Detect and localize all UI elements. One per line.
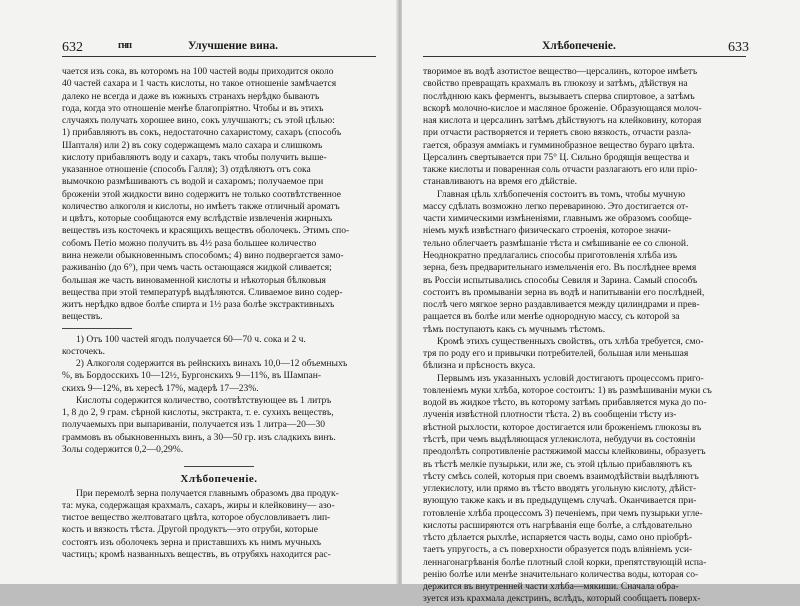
text-line: послѣднюю какъ ферментъ, вызываетъ сперва спиртовое, а затѣмъ	[423, 90, 695, 102]
text-line: леннагонагрѣванія болѣе плотный слой корки, препятствующій испа-	[423, 556, 707, 568]
text-line: массу сдѣлать возможно легко перевариною. Это достигается от-	[423, 200, 689, 212]
text-line: вина нежели обыкновеннымъ способомъ; 4) вино подвергается замо-	[62, 249, 344, 261]
text-line: кость и вязкость тѣста. Другой продуктъ—это отруби, которые	[62, 524, 318, 536]
text-line: граммовъ въ обыкновенныхъ винъ, а 30—50 гр. изъ сладкихъ винъ.	[62, 431, 336, 443]
text-line: Кислоты содержится количество, соотвѣтствующее въ 1 литръ	[76, 394, 332, 406]
text-line: веществъ изъ косточекъ и красящихъ веществъ оболочекъ. Этимъ спо-	[62, 225, 350, 237]
text-line: и цвѣтъ, которые сообщаются ему вслѣдствіе извлеченія жирныхъ	[62, 213, 333, 225]
right-paragraph-3	[423, 336, 746, 373]
text-line: тистое вещество желтоватаго цвѣта, которое обусловливаетъ лип-	[62, 512, 331, 524]
text-line: ренію болѣе или менѣе значительнаго количества воды, которая со-	[423, 568, 699, 580]
text-line: состоятъ изъ оболочекъ зерна и приставшихъ къ нимъ мучныхъ	[62, 536, 322, 548]
right-page	[402, 0, 800, 605]
text-line: вымочкою размѣшиваютъ съ водой и сахаромъ; получаемое при	[62, 176, 324, 188]
text-line: части химическими измѣненіями, главнымъ же образомъ сообще-	[423, 213, 692, 225]
text-line: 1) Отъ 100 частей ягодъ получается 60—70 ч. сока и 2 ч.	[76, 333, 306, 345]
text-line: состоитъ въ промываніи зерна въ водѣ и напитываніи его послѣдней,	[423, 286, 705, 298]
text-line: вующую также какъ и въ предыдущемъ случаѣ. Оканчивается при-	[423, 495, 697, 507]
section-divider	[184, 466, 254, 467]
text-line: При перемолѣ зерна получается главнымъ образомъ два продук-	[76, 487, 339, 499]
text-line: указанное отношеніе (способъ Галля); 3) отдѣляютъ отъ сока	[62, 164, 311, 176]
left-running-title: Улучшение вина.	[188, 40, 278, 52]
section-paragraph	[62, 488, 376, 562]
right-text-column	[423, 66, 746, 606]
text-line: вѣстной рыхлости, которое достигается или броженіемъ глюкозы въ	[423, 421, 702, 433]
text-line: тѣстѣ, при чемъ выдѣляющася углекислота, небудучи въ состояніи	[423, 433, 696, 445]
text-line: получаемыхъ при выпариваніи, получается изъ 1 литра—20—30	[62, 419, 325, 431]
text-line: въ Россіи испытывались способы Севиля и Зарина. Самый способъ	[423, 274, 698, 286]
text-line: %, въ Бордосскихъ 10—12½, Бургонскихъ 9—11%, въ Шампан-	[62, 370, 322, 382]
text-line: ніемъ мукѣ извѣстнаго физическаго строенія, которое значи-	[423, 225, 671, 237]
left-page-number: 632	[62, 40, 83, 55]
text-line: готовленіе хлѣба процессомъ 3) печенiемъ, при чемъ пузырьки угле-	[423, 507, 703, 519]
text-line: также кислоты и поваренная соль отчасти разлагаютъ его или прiо-	[423, 164, 698, 176]
footnotes	[62, 334, 376, 457]
text-line: при отчасти растворяется и теряетъ свою вязкость, отчасти разла-	[423, 127, 692, 139]
text-line: ная кислота и церсалинъ затѣмъ дѣйствуютъ на клейковину, которая	[423, 115, 702, 127]
section-title: Хлѣбопеченіе.	[180, 473, 258, 486]
right-paragraph-2	[423, 189, 746, 336]
left-header-rule	[62, 56, 376, 57]
text-line: тѣсту смѣсь солей, которыя при своемъ взаимодѣйствіи выдѣляютъ	[423, 470, 699, 482]
text-line: собомъ Петіо можно получить въ 4½ раза большее количество	[62, 237, 317, 249]
text-line: тря по роду его и привычки потребителей, большая или меньшая	[423, 348, 689, 360]
text-line: та: мука, содержащая крахмалъ, сахаръ, жиры и клейковину— азо-	[62, 499, 335, 511]
text-line: ращается въ болѣе или менѣе однородную массу, съ которой за	[423, 311, 680, 323]
text-line: Первымъ изъ указанныхъ условiй достигаютъ процессомъ приго-	[437, 372, 704, 384]
text-line: Золы содержится 0,2—0,29%.	[62, 443, 184, 455]
text-line: гается, образуя аммiакъ и гумминобразное вещество бураго цвѣта.	[423, 139, 695, 151]
text-line: лученія извѣстной плотности тѣста. 2) въ сообщенiи тѣсту из-	[423, 409, 677, 421]
text-line: кислоты расширяются отъ нагрѣванія еще болѣе, а слѣдовательно	[423, 519, 692, 531]
right-paragraph-1	[423, 66, 746, 189]
text-line: товленіемъ муки хлѣба, которое состоитъ: 1) въ размѣшиваніи муки съ	[423, 384, 712, 396]
text-line: вскорѣ молочно-кислое и масляное броженіе. Образующаяся молоч-	[423, 102, 702, 114]
right-running-title: Хлѣбопеченіе.	[542, 40, 616, 52]
text-line: держится въ внутренней части хлѣба—мякиши. Сначала обра-	[423, 581, 679, 593]
left-text-column	[62, 66, 376, 561]
text-line: косточекъ.	[62, 345, 105, 357]
text-line: зуется изъ крахмала декстринъ, вслѣдъ, который сообщаетъ поверх-	[423, 593, 701, 605]
text-line: бѣлизна и прѣсность вкуса.	[423, 360, 536, 372]
text-line: чается изъ сока, въ которомъ на 100 частей воды приходится около	[62, 66, 334, 77]
text-line: преодолѣть сопротивленіе растяжимой массы клейковины, образуетъ	[423, 446, 706, 458]
text-line: 1) прибавляютъ въ сокъ, недостаточно сахаристому, сахаръ (способъ	[62, 127, 342, 139]
text-line: случаяхъ получать хорошее вино, сокъ улучшаютъ; съ этой цѣлью:	[62, 115, 335, 127]
text-line: Неоднократно предлагались способы приготовленія хлѣба изъ	[423, 249, 678, 261]
text-line: зерна, безъ предварительнаго измельченія его. Въ послѣднее время	[423, 262, 697, 274]
text-line: углекислоту, или прямо въ тѣсто вводятъ угольную кислоту, дѣйст-	[423, 483, 697, 495]
text-line: свойство превращать крахмалъ въ глюкозу и затѣмъ, дѣйствуя на	[423, 78, 688, 90]
text-line: творимое въ водѣ азотистое вещество—церсалинъ, которое имѣетъ	[423, 66, 698, 77]
text-line: количество алкоголя и кислоты, но имѣетъ также отличный ароматъ	[62, 200, 340, 212]
text-line: тельно облегчаетъ размѣшаніе тѣста и смѣшиваніе ее со слюной.	[423, 237, 689, 249]
text-line: житъ нерѣдко вдвое болѣе спирта и 1½ раза болѣе экстрактивныхъ	[62, 299, 335, 311]
text-line: тѣсто дѣлается рыхлѣе, испаряется часть воды, само оно пріобрѣ-	[423, 532, 693, 544]
right-page-number: 633	[728, 40, 749, 55]
text-line: года, когда это отношеніе менѣе благопріятно. Чтобы и въ этихъ	[62, 102, 324, 114]
library-mark: гнп	[118, 40, 132, 51]
text-line: частицъ; кромѣ названныхъ веществъ, въ отрубяхъ находится рас-	[62, 548, 331, 560]
right-paragraph-4	[423, 373, 746, 606]
text-line: станавливаютъ на время его дѣйствiе.	[423, 176, 577, 188]
text-line: Церсалинъ свертывается при 75° Ц. Сильно бродящія вещества и	[423, 151, 690, 163]
text-line: далеко не всегда и даже въ южныхъ странахъ нерѣдко бываютъ	[62, 90, 320, 102]
text-line: веществъ.	[62, 311, 103, 323]
text-line: броженіи этой жидкости вино содержитъ не только соотвѣтственное	[62, 188, 341, 200]
text-line: раживанію (до 6°), при чемъ часть остающаяся жидкой сливается;	[62, 262, 332, 274]
text-line: таетъ упругость, а съ поверхности образуется подъ вліяніемъ уси-	[423, 544, 693, 556]
text-line: большая же часть виноваменной кислоты и нѣкоторыя бѣлковыя	[62, 274, 326, 286]
text-line: Главная цѣль хлѣбопеченія состоитъ въ томъ, чтобы мучную	[437, 188, 686, 200]
left-page	[0, 0, 398, 584]
left-body-paragraph	[62, 66, 376, 324]
text-line: 2) Алкоголя содержится въ рейнскихъ винахъ 10,0—12 объемныхъ	[76, 358, 348, 370]
text-line: 1, 8 до 2, 9 грам. сѣрной кислоты, экстракта, т. е. сухихъ веществъ,	[62, 407, 334, 419]
text-line: водой въ жидкое тѣсто, въ которому затѣмъ прибавляется мука до по-	[423, 397, 707, 409]
text-line: скихъ 9—12%, въ хересѣ 17%, мадерѣ 17—23%.	[62, 382, 259, 394]
text-line: Кромѣ этихъ существенныхъ свойствъ, отъ хлѣба требуется, смо-	[437, 335, 704, 347]
text-line: 40 частей сахара и 1 часть кислоты, но такое отношеніе замѣчается	[62, 78, 337, 90]
text-line: Шапталя) или 2) въ соку содержащемъ мало сахара и слишкомъ	[62, 139, 323, 151]
text-line: вещества при этой температурѣ выдѣляются. Сливаемое вино содер-	[62, 286, 343, 298]
text-line: послѣ чего мягкое зерно раздавливается между цилиндрами и прев-	[423, 299, 700, 311]
text-line: въ тѣстѣ мелкіе пузырьки, или же, съ этой цѣлью прибавляютъ къ	[423, 458, 693, 470]
text-line: кислоту прибавляютъ воду и сахаръ, такъ чтобы получить выше-	[62, 151, 327, 163]
footnote-rule	[62, 328, 132, 329]
right-header-rule	[423, 56, 746, 57]
text-line: тѣмъ поступаютъ какъ съ мучнымъ тѣстомъ.	[423, 323, 606, 335]
